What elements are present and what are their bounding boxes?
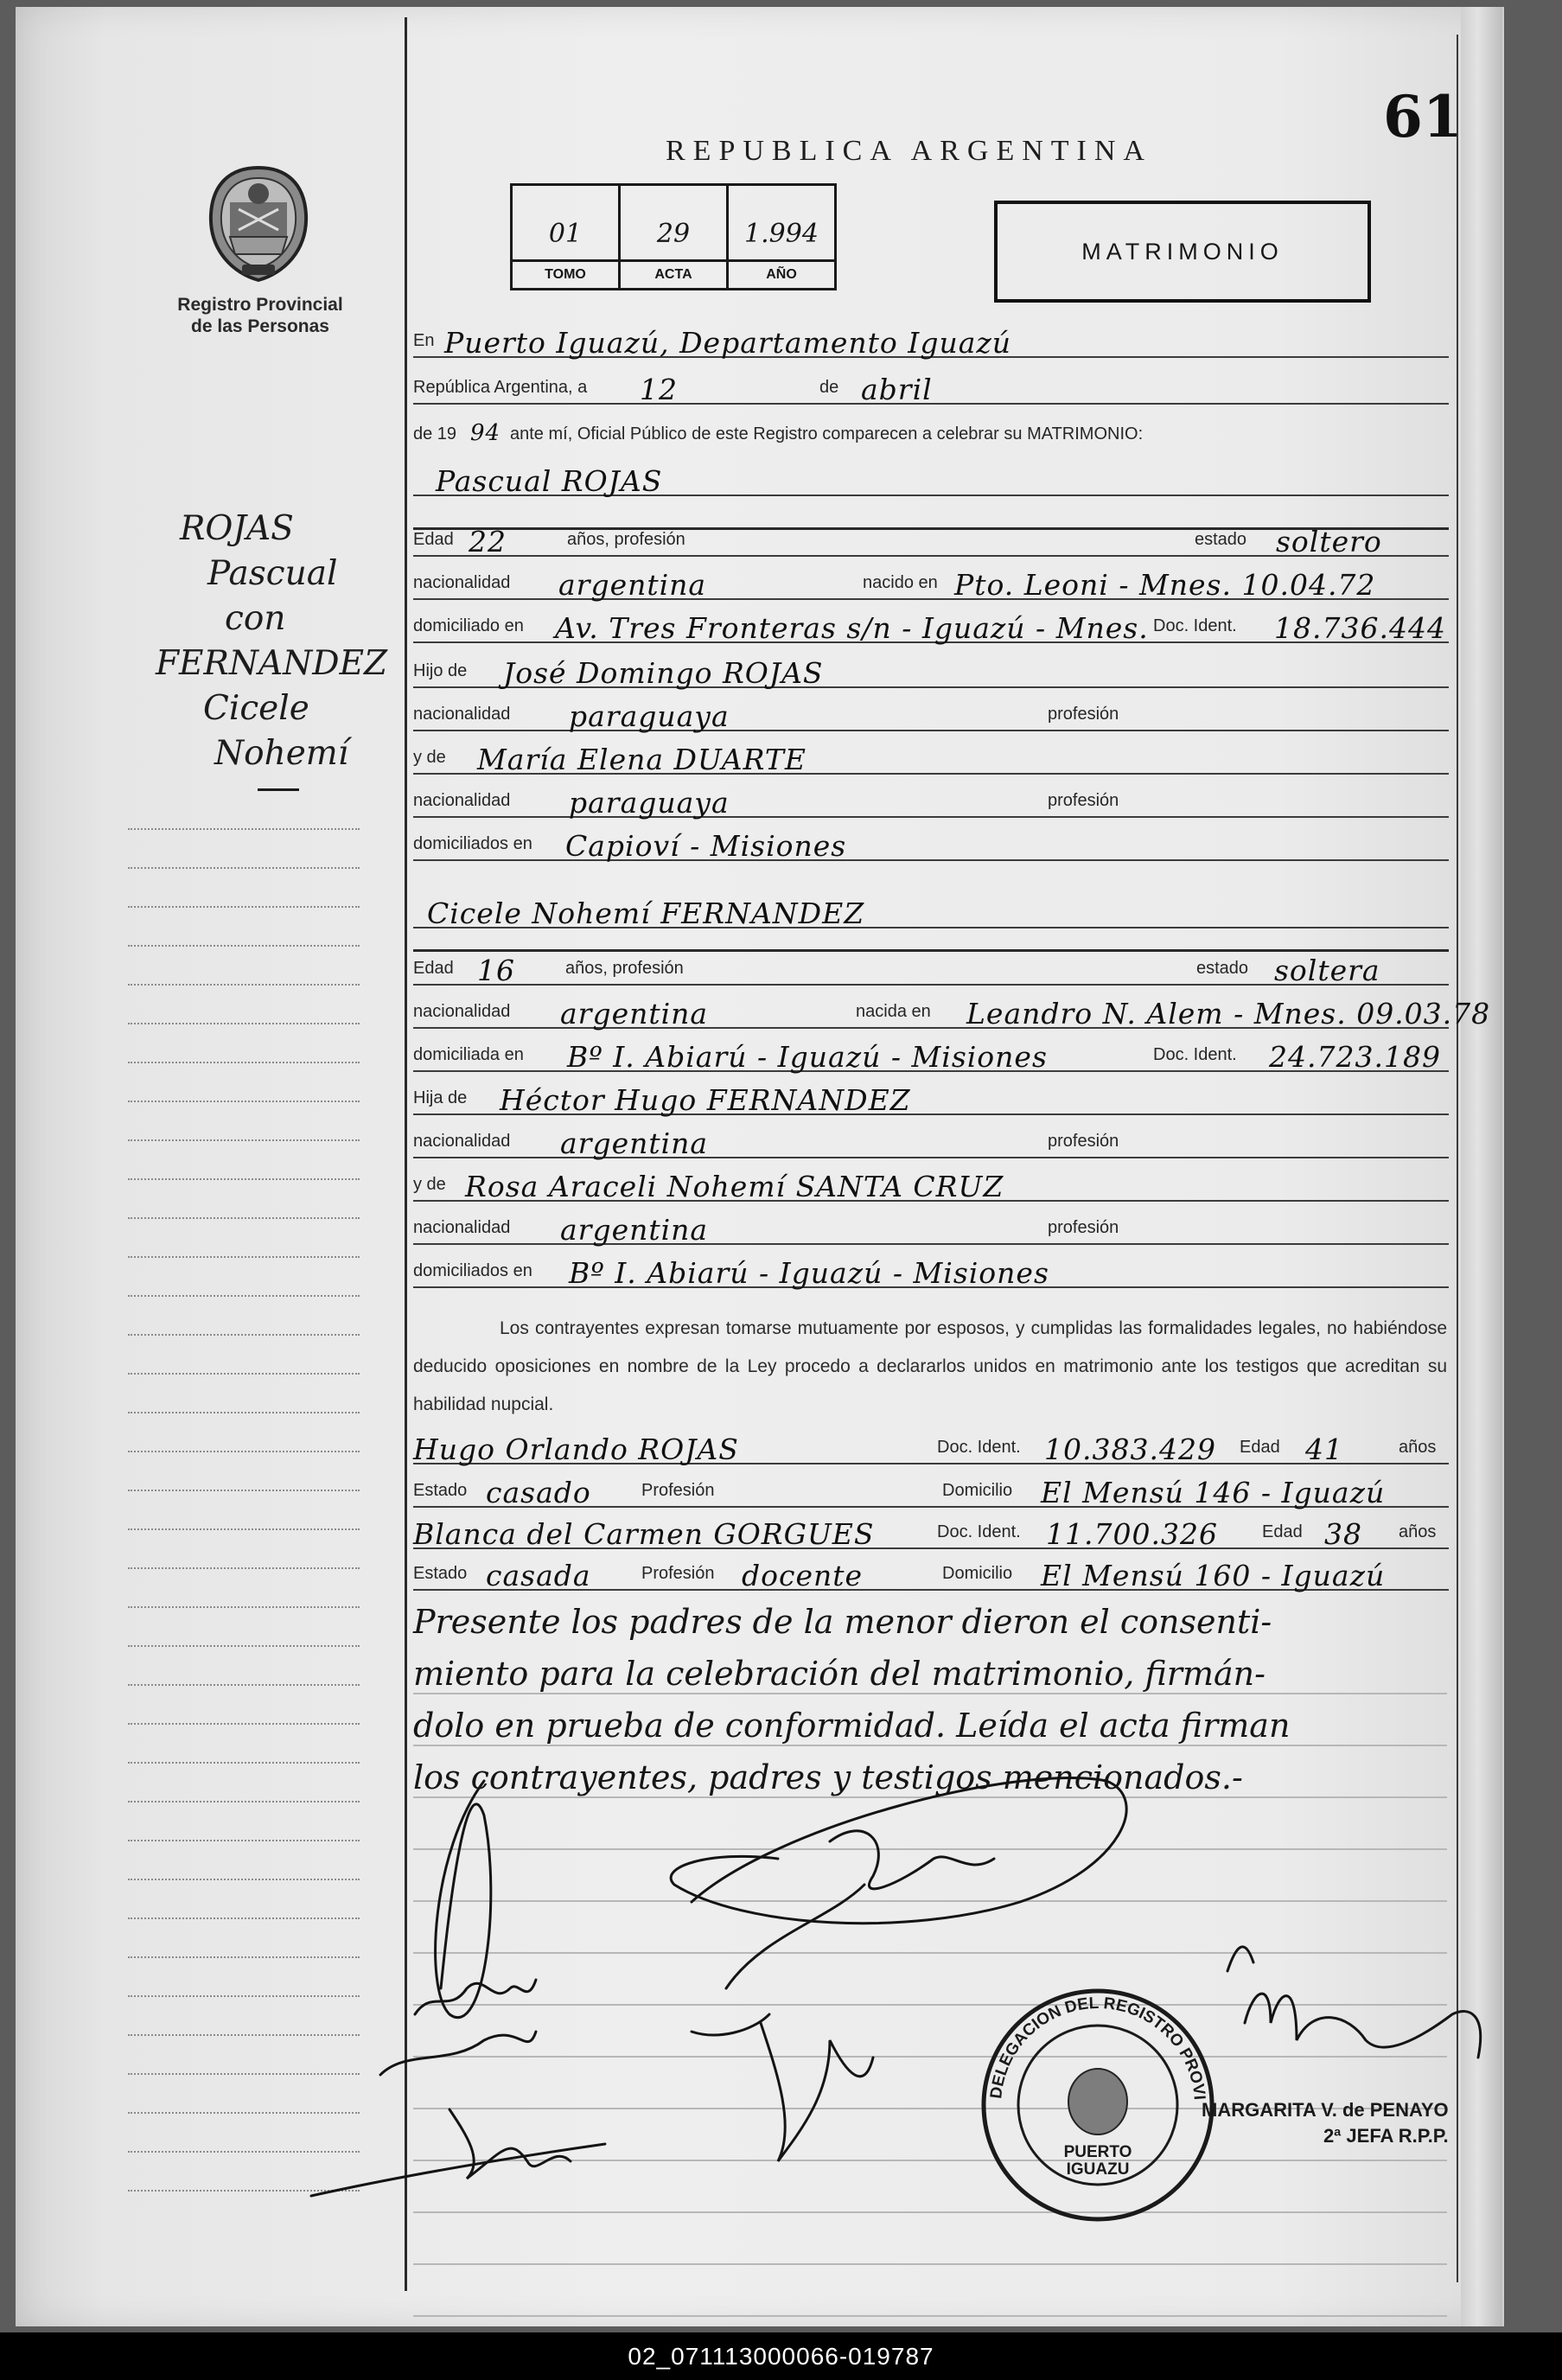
bride-address: Bº I. Abiarú - Iguazú - Misiones — [567, 1040, 1048, 1074]
estado-label: estado — [1196, 959, 1249, 978]
profesion-label: profesión — [1048, 1132, 1119, 1151]
anos-label: años — [1399, 1438, 1437, 1457]
bride-name: Cicele Nohemí FERNANDEZ — [427, 896, 865, 930]
seal-city-line1: PUERTO — [1063, 2143, 1132, 2161]
seal-city-line2: IGUAZU — [1066, 2160, 1130, 2179]
bride-father: Héctor Hugo FERNANDEZ — [500, 1083, 911, 1117]
tomo-value: 01 — [548, 219, 583, 249]
estado-label: Estado — [413, 1564, 468, 1583]
acta-label: ACTA — [621, 259, 726, 288]
groom-mother-nationality: paraguaya — [569, 786, 730, 820]
witness1-name: Hugo Orlando ROJAS — [413, 1432, 739, 1466]
domiciliados-label: domiciliados en — [413, 1261, 532, 1280]
estado-label: Estado — [413, 1481, 468, 1500]
bride-birth: Leandro N. Alem - Mnes. 09.03.78 — [966, 997, 1491, 1030]
groom-father: José Domingo ROJAS — [503, 656, 824, 690]
official-seal — [984, 1991, 1212, 2219]
legal-text: Los contrayentes expresan tomarse mutuamente por esposos, y cumplidas las formalidades legales, no habiéndose deducido oposiciones en nombre de la Ley procedo a declararlos unidos en matrimonio ante los testigos que acreditan su habilidad nupcial. — [413, 1318, 1447, 1414]
nacionalidad-label: nacionalidad — [413, 1002, 511, 1021]
margin-note-line: ROJAS — [180, 509, 294, 548]
groom-name: Pascual ROJAS — [436, 464, 663, 498]
ante-text: ante mí, Oficial Público de este Registro comparecen a celebrar su MATRIMONIO: — [510, 424, 1144, 443]
groom-birth: Pto. Leoni - Mnes. 10.04.72 — [954, 568, 1376, 602]
annotation-line: los contrayentes, padres y testigos mencionados.- — [413, 1758, 1243, 1796]
bride-estado: soltera — [1274, 954, 1380, 987]
bride-age: 16 — [477, 954, 515, 987]
nacionalidad-label: nacionalidad — [413, 791, 511, 810]
signature-bride — [311, 2109, 605, 2196]
anos-label: años, profesión — [567, 530, 685, 549]
bride-mother-nationality: argentina — [560, 1213, 709, 1247]
estado-label: estado — [1195, 530, 1247, 549]
nacionalidad-label: nacionalidad — [413, 573, 511, 592]
signature-officer — [1227, 1947, 1481, 2058]
profesion-label: Profesión — [641, 1481, 715, 1500]
bride-nationality: argentina — [560, 997, 709, 1030]
doc-label: Doc. Ident. — [937, 1438, 1021, 1457]
edad-label: Edad — [413, 530, 454, 549]
groom-estado: soltero — [1276, 525, 1382, 558]
ano-value: 1.994 — [744, 219, 819, 249]
signature-groom — [380, 1781, 536, 2075]
country-title: REPUBLICA ARGENTINA — [666, 135, 1152, 167]
bride-mother: Rosa Araceli Nohemí SANTA CRUZ — [465, 1170, 1004, 1203]
nacida-label: nacida en — [856, 1002, 931, 1021]
bride-doc: 24.723.189 — [1269, 1040, 1441, 1074]
margin-note-line: FERNANDEZ — [156, 644, 388, 683]
witness2-profession: docente — [742, 1559, 864, 1592]
groom-parents-address: Capioví - Misiones — [565, 829, 847, 863]
witness2-age: 38 — [1324, 1517, 1362, 1551]
witness2-address: El Mensú 160 - Iguazú — [1041, 1559, 1386, 1592]
month-value: abril — [861, 373, 933, 406]
signature-witness1 — [671, 1778, 1126, 1924]
groom-doc: 18.736.444 — [1274, 611, 1446, 645]
groom-nationality: argentina — [558, 568, 707, 602]
profesion-label: profesión — [1048, 791, 1119, 810]
officer-block — [1202, 2097, 1449, 2149]
profesion-label: profesión — [1048, 1218, 1119, 1237]
witness1-age: 41 — [1305, 1432, 1343, 1466]
edad-label: Edad — [413, 959, 454, 978]
doc-label: Doc. Ident. — [937, 1522, 1021, 1541]
officer-name: MARGARITA V. de PENAYO — [1202, 2099, 1449, 2121]
edad-label: Edad — [1240, 1438, 1280, 1457]
officer-title: 2ª JEFA R.P.P. — [1323, 2125, 1449, 2147]
annotation-line: miento para la celebración del matrimonio, firmán- — [413, 1655, 1266, 1693]
domicilio-label: Domicilio — [942, 1564, 1013, 1583]
anos-label: años, profesión — [565, 959, 684, 978]
document-id-footer: 02_071113000066-019787 — [0, 2332, 1562, 2380]
yde-label: y de — [413, 748, 446, 767]
signature-witness2 — [692, 1885, 873, 2161]
margin-note-line: Nohemí — [214, 734, 349, 773]
groom-address: Av. Tres Fronteras s/n - Iguazú - Mnes. — [555, 611, 1149, 645]
registry-name: Registro Provincial de las Personas — [177, 295, 343, 336]
annotation-line: Presente los padres de la menor dieron el consenti- — [413, 1603, 1272, 1641]
witness2-name: Blanca del Carmen GORGUES — [413, 1517, 875, 1551]
margin-note-line: Cicele — [203, 689, 309, 728]
page-number: 61 — [1383, 83, 1463, 150]
hijo-label: Hijo de — [413, 661, 468, 680]
edad-label: Edad — [1262, 1522, 1303, 1541]
annotation-line: dolo en prueba de conformidad. Leída el acta firman — [413, 1707, 1291, 1745]
profesion-label: Profesión — [641, 1564, 715, 1583]
yde-label: y de — [413, 1175, 446, 1194]
witness2-doc: 11.700.326 — [1046, 1517, 1218, 1551]
margin-note-line: Pascual — [207, 554, 338, 593]
en-label: En — [413, 331, 435, 350]
hija-label: Hija de — [413, 1088, 468, 1107]
doc-label: Doc. Ident. — [1153, 616, 1237, 635]
anos-label: años — [1399, 1522, 1437, 1541]
domiciliada-label: domiciliada en — [413, 1045, 524, 1064]
groom-mother: María Elena DUARTE — [477, 743, 807, 776]
witness1-address: El Mensú 146 - Iguazú — [1041, 1476, 1386, 1509]
republica-label: República Argentina, a — [413, 378, 588, 397]
doc-label: Doc. Ident. — [1153, 1045, 1237, 1064]
witness2-estado: casada — [486, 1559, 591, 1592]
nacionalidad-label: nacionalidad — [413, 705, 511, 724]
domiciliado-label: domiciliado en — [413, 616, 524, 635]
groom-age: 22 — [469, 525, 507, 558]
ano-label: AÑO — [729, 259, 834, 288]
bride-father-nationality: argentina — [560, 1126, 709, 1160]
nacido-label: nacido en — [863, 573, 938, 592]
day-value: 12 — [640, 373, 678, 406]
place-value: Puerto Iguazú, Departamento Iguazú — [444, 326, 1012, 360]
nacionalidad-label: nacionalidad — [413, 1218, 511, 1237]
witness1-estado: casado — [486, 1476, 591, 1509]
profesion-label: profesión — [1048, 705, 1119, 724]
witness1-doc: 10.383.429 — [1044, 1432, 1216, 1466]
year-suffix: 94 — [470, 420, 501, 446]
tomo-label: TOMO — [513, 259, 618, 288]
acta-value: 29 — [656, 219, 691, 249]
year-prefix: de 19 — [413, 424, 457, 443]
nacionalidad-label: nacionalidad — [413, 1132, 511, 1151]
domicilio-label: Domicilio — [942, 1481, 1013, 1500]
domiciliados-label: domiciliados en — [413, 834, 532, 853]
margin-note-line: con — [225, 599, 286, 638]
groom-father-nationality: paraguaya — [569, 699, 730, 733]
de-label: de — [819, 378, 839, 397]
seal-outer-text: DELEGACION DEL REGISTRO PROVI — [987, 1994, 1208, 2101]
act-type-box: MATRIMONIO — [994, 201, 1371, 303]
bride-parents-address: Bº I. Abiarú - Iguazú - Misiones — [569, 1256, 1049, 1290]
